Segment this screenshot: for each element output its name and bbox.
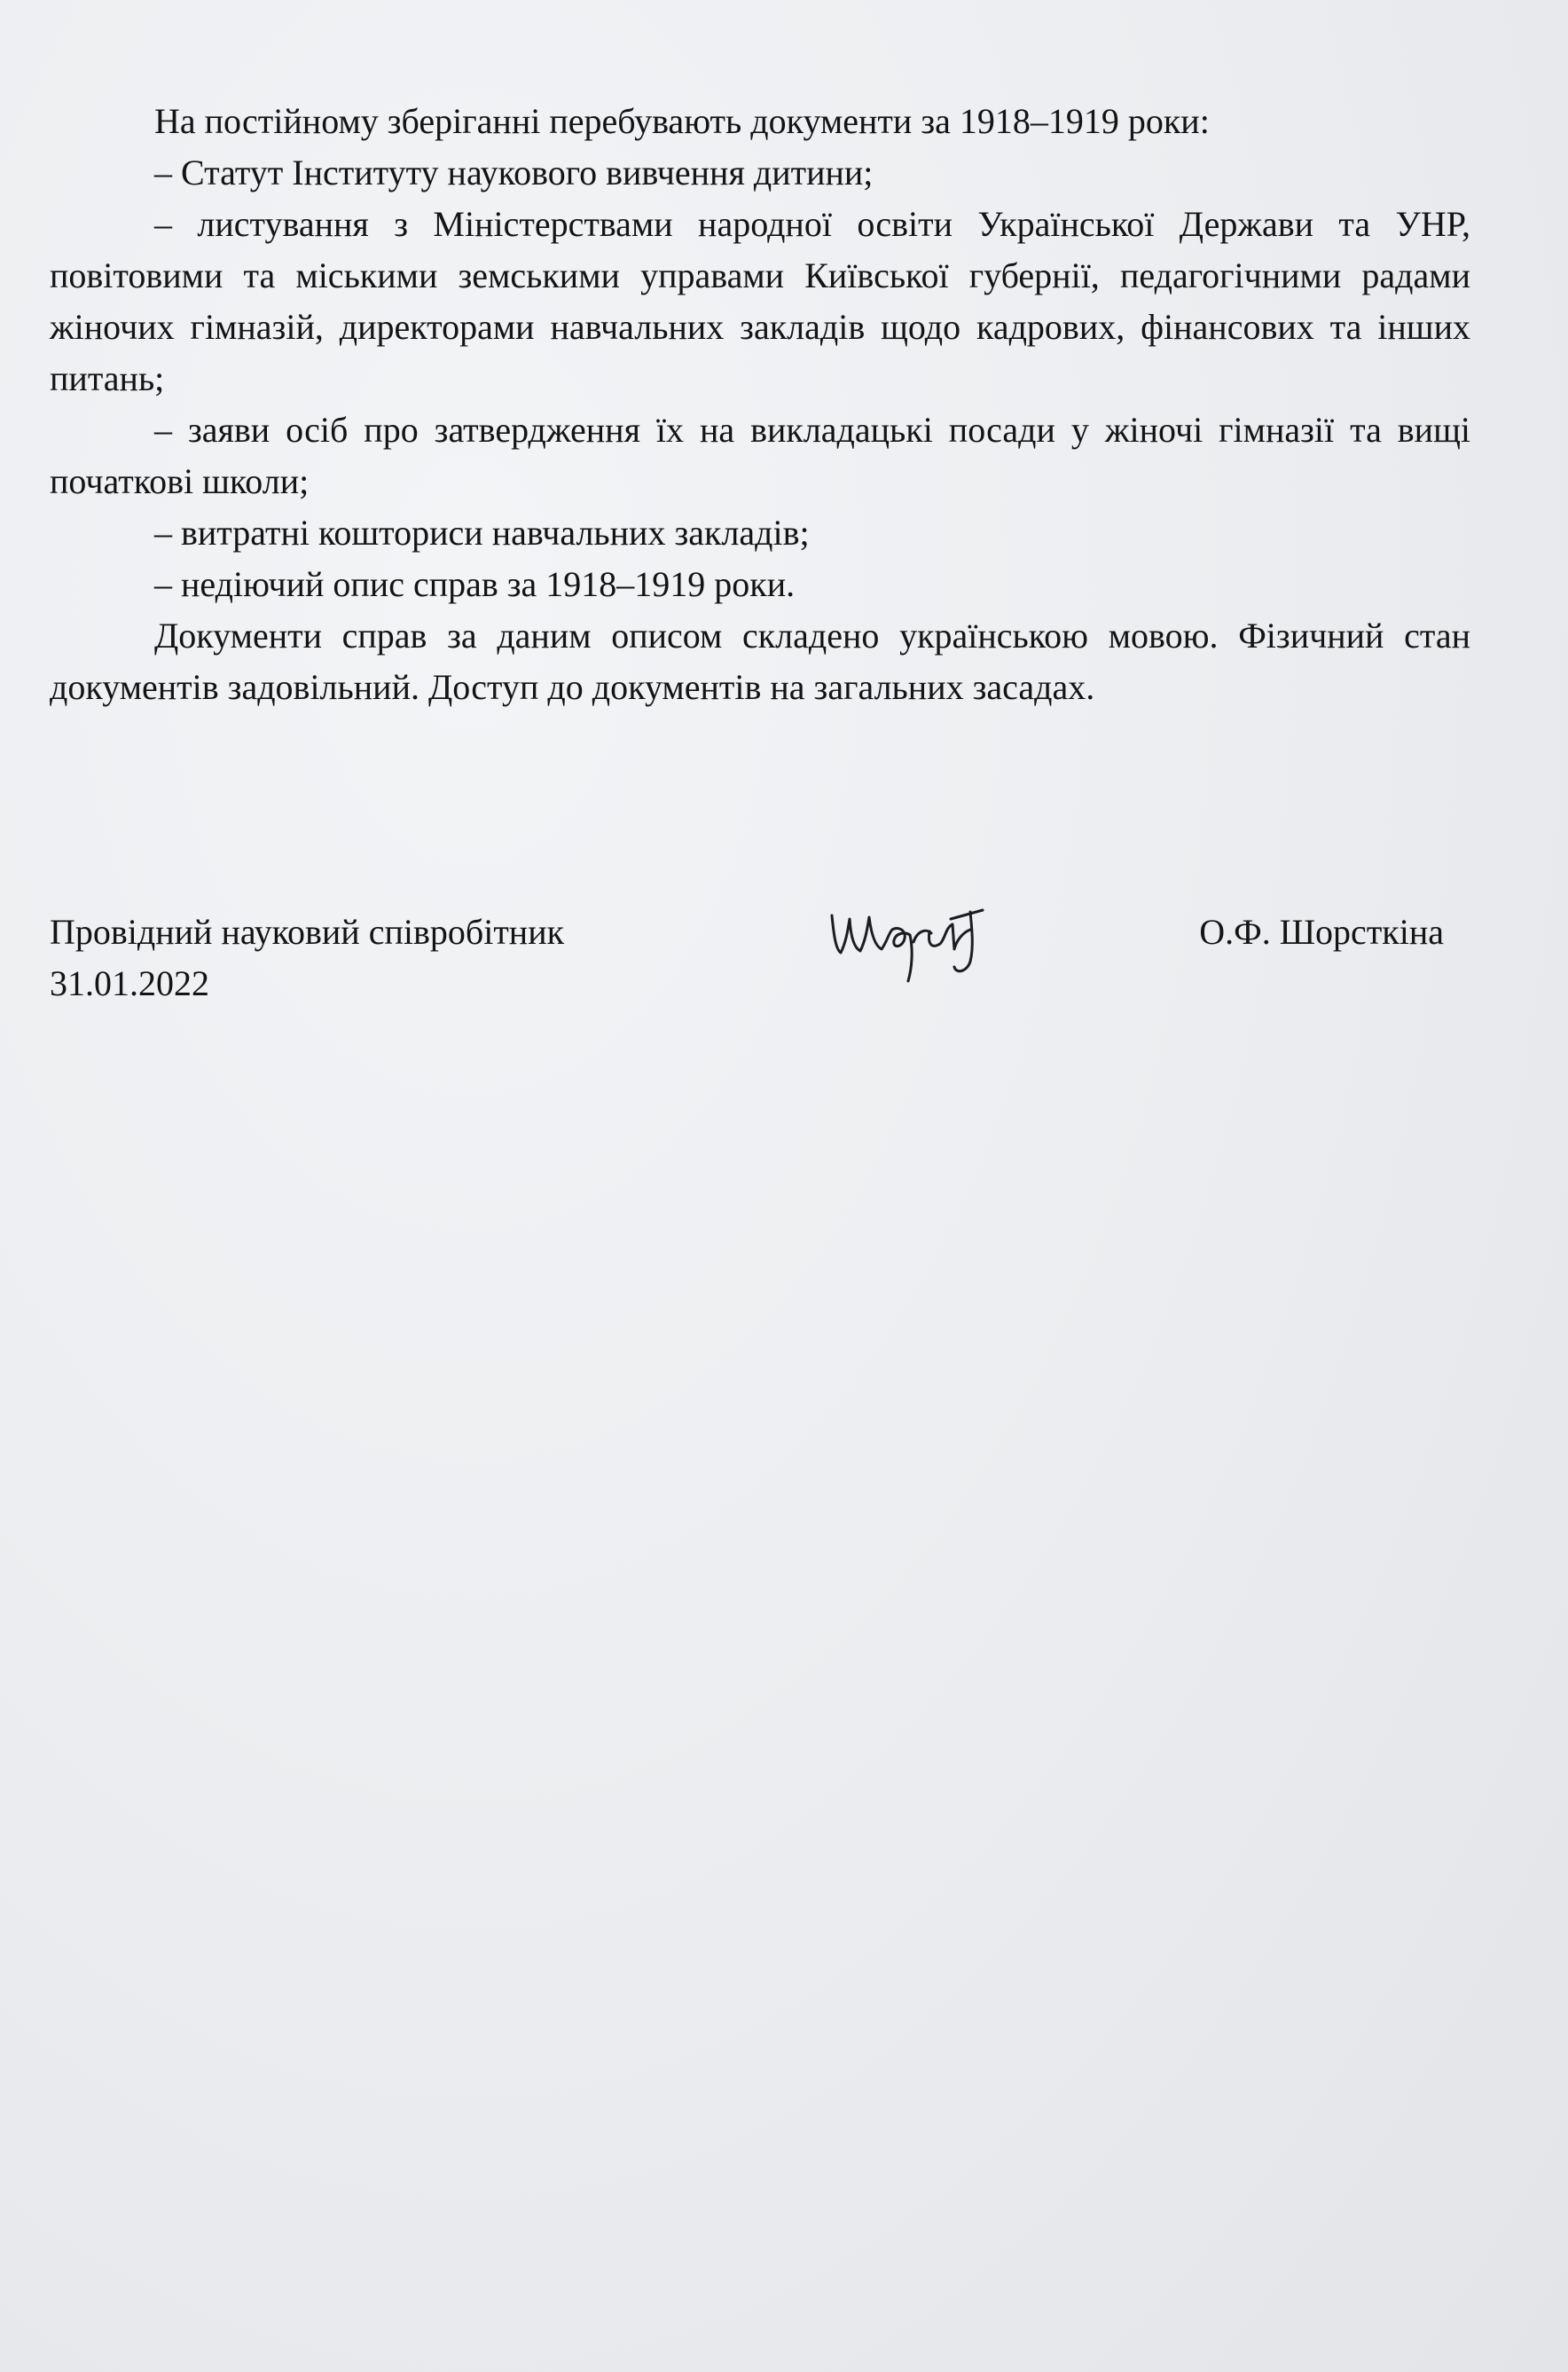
list-item-correspondence: – листування з Міністерствами народної освіти Української Держави та УНР, повітовими та міськими земськими управами Київської губернії, педагогічними радами жіночих гімназій, директорами навчальних закладів щодо кадрових, фінансових та інших питань; (50, 204, 1470, 398)
signature-block (50, 907, 1470, 1013)
handwritten-signature (821, 880, 1016, 986)
document-body (50, 96, 1470, 713)
closing-paragraph: Документи справ за даним описом складено українською мовою. Фізичний стан документів задовільний. Доступ до документів на загальних засадах. (50, 616, 1470, 707)
list-item-inventory: – недіючий опис справ за 1918–1919 роки. (154, 564, 796, 604)
signature-date: 31.01.2022 (50, 963, 209, 1003)
list-item-applications: – заяви осіб про затвердження їх на викладацькі посади у жіночі гімназії та вищі початкові школи; (50, 410, 1470, 501)
intro-paragraph: На постійному зберіганні перебувають документи за 1918–1919 роки: (154, 101, 1210, 141)
signer-position: Провідний науковий співробітник (50, 912, 565, 952)
signer-name: О.Ф. Шорсткіна (1199, 912, 1444, 952)
list-item-estimates: – витратні кошториси навчальних закладів; (154, 513, 810, 553)
list-item-statute: – Статут Інституту наукового вивчення дитини; (154, 153, 874, 192)
signer-info (50, 907, 564, 1009)
